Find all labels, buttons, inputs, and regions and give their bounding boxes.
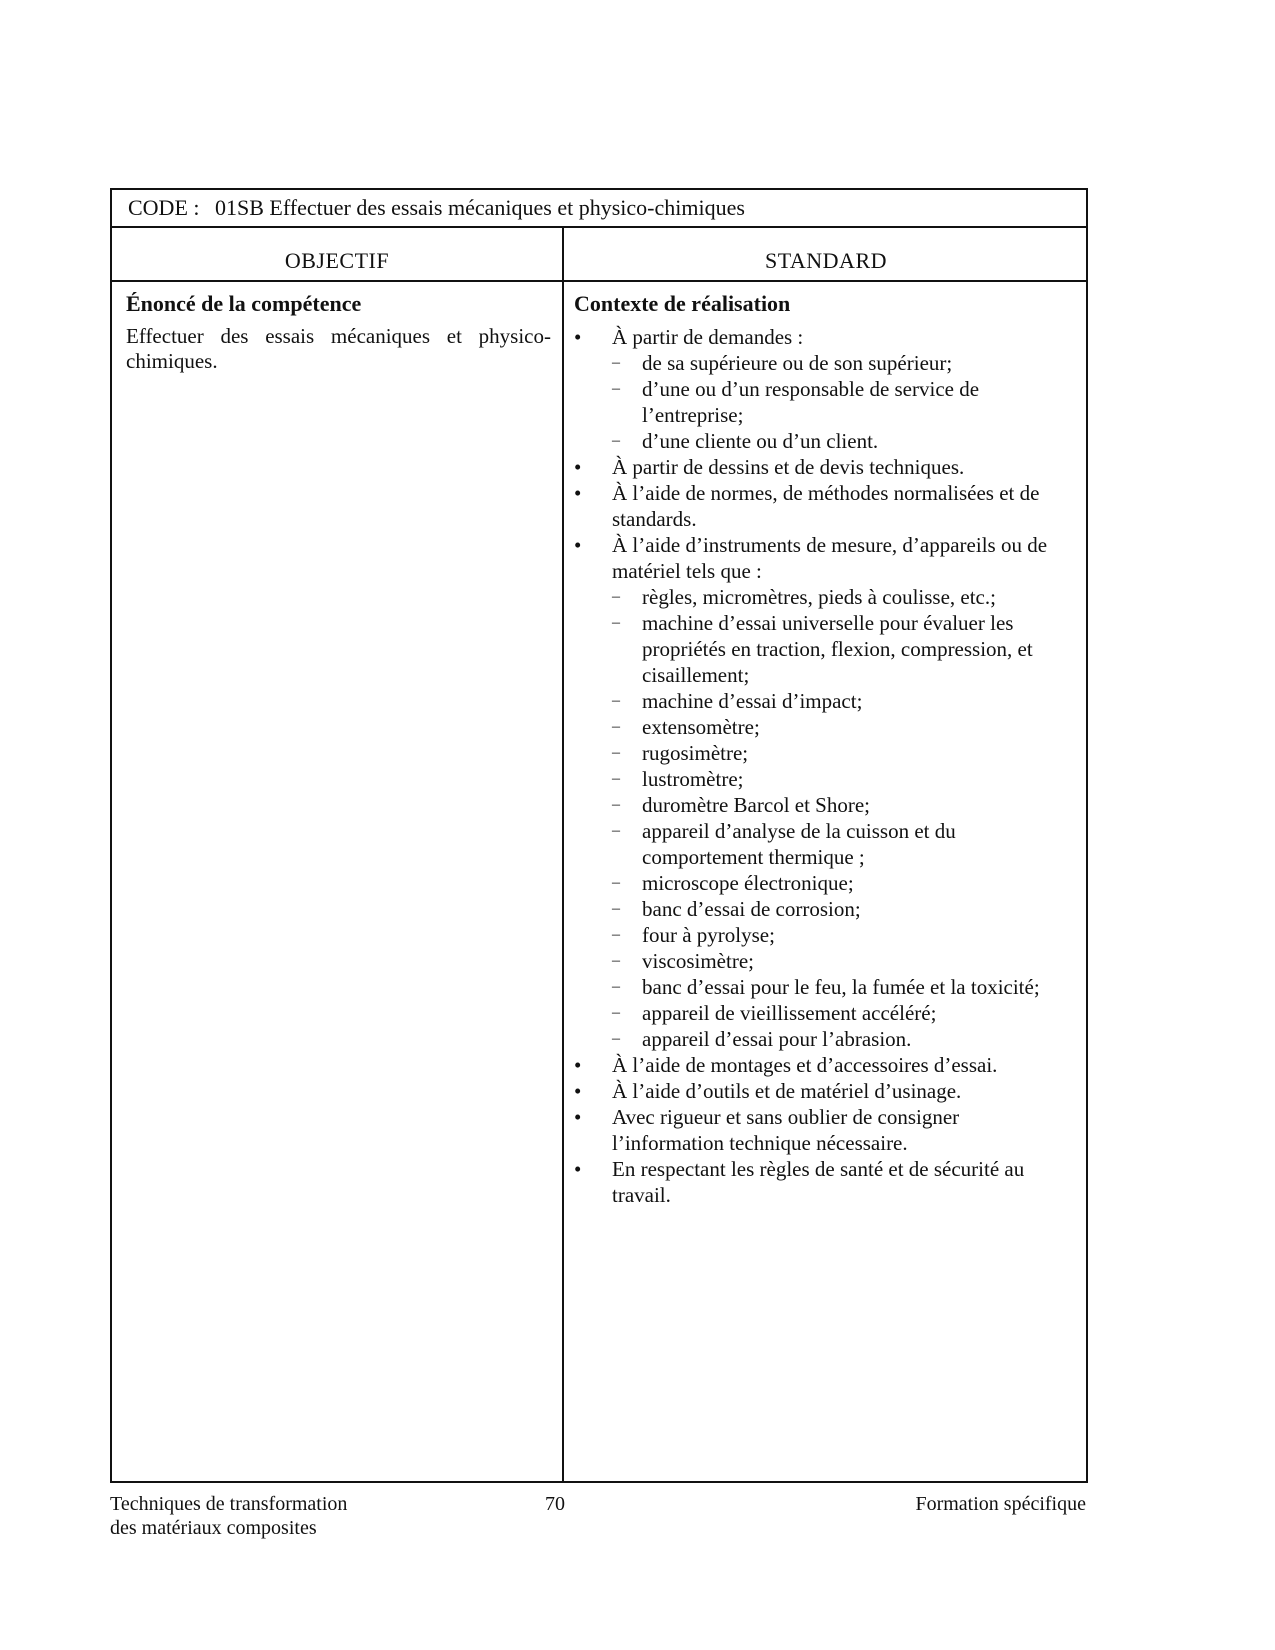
footer-program-line2: des matériaux composites (110, 1517, 317, 1539)
column-header-row (112, 228, 1086, 282)
dash-icon: – (612, 952, 620, 969)
context-subitem-text: appareil d’analyse de la cuisson et du comportement thermique ; (642, 819, 956, 869)
competence-title: Énoncé de la compétence (126, 291, 362, 316)
dash-icon: – (612, 874, 620, 891)
code-title: 01SB Effectuer des essais mécaniques et physico-chimiques (215, 195, 745, 220)
context-subitem (612, 896, 1074, 922)
dash-icon: – (612, 1030, 620, 1047)
context-item-text: Avec rigueur et sans oublier de consigner l’information technique nécessaire. (612, 1105, 960, 1155)
context-subitem (612, 922, 1074, 948)
bullet-icon: • (574, 455, 582, 479)
dash-icon: – (612, 380, 620, 397)
footer-section: Formation spécifique (915, 1493, 1086, 1515)
context-sublist (612, 584, 1074, 1052)
context-subitem (612, 1026, 1074, 1052)
context-item-text: À l’aide de normes, de méthodes normalisées et de standards. (612, 481, 1040, 531)
code-row (112, 190, 1086, 228)
context-subitem (612, 766, 1074, 792)
dash-icon: – (612, 822, 620, 839)
footer-program (110, 1492, 347, 1540)
dash-icon: – (612, 900, 620, 917)
standard-header: STANDARD (764, 248, 888, 273)
objectif-cell (126, 290, 551, 374)
context-subitem-text: machine d’essai universelle pour évaluer les propriétés en traction, flexion, compression, et cisaillement; (642, 611, 1033, 687)
context-subitem (612, 974, 1074, 1000)
footer-program-line1: Techniques de transformation (110, 1493, 348, 1515)
bullet-icon: • (574, 1105, 582, 1129)
context-subitem-text: viscosimètre; (642, 949, 754, 973)
dash-icon: – (612, 432, 620, 449)
bullet-icon: • (574, 1157, 582, 1181)
context-subitem (612, 792, 1074, 818)
context-subitem-text: appareil de vieillissement accéléré; (642, 1001, 937, 1025)
context-item (574, 1052, 1074, 1078)
context-item-text: À l’aide de montages et d’accessoires d’essai. (612, 1053, 998, 1077)
context-subitem (612, 428, 1074, 454)
context-subitem-text: four à pyrolyse; (642, 923, 775, 947)
bullet-icon: • (574, 481, 582, 505)
context-item-text: À l’aide d’instruments de mesure, d’appareils ou de matériel tels que : (612, 533, 1048, 583)
dash-icon: – (612, 614, 620, 631)
objectif-header: OBJECTIF (284, 248, 390, 273)
context-item (574, 1156, 1074, 1208)
context-item (574, 454, 1074, 480)
dash-icon: – (612, 926, 620, 943)
context-subitem (612, 350, 1074, 376)
context-subitem-text: banc d’essai pour le feu, la fumée et la toxicité; (642, 975, 1040, 999)
context-item-text: En respectant les règles de santé et de sécurité au travail. (612, 1157, 1025, 1207)
competency-table (110, 188, 1088, 1483)
dash-icon: – (612, 588, 620, 605)
context-item (574, 532, 1074, 1052)
bullet-icon: • (574, 533, 582, 557)
context-subitem-text: lustromètre; (642, 767, 744, 791)
context-subitem-text: appareil d’essai pour l’abrasion. (642, 1027, 912, 1051)
context-subitem-text: d’une ou d’un responsable de service de l’entreprise; (642, 377, 980, 427)
context-subitem (612, 1000, 1074, 1026)
context-item-text: À l’aide d’outils et de matériel d’usinage. (612, 1079, 962, 1103)
context-subitem-text: d’une cliente ou d’un client. (642, 429, 879, 453)
dash-icon: – (612, 796, 620, 813)
bullet-icon: • (574, 1053, 582, 1077)
context-subitem (612, 948, 1074, 974)
context-subitem (612, 688, 1074, 714)
dash-icon: – (612, 692, 620, 709)
context-item (574, 480, 1074, 532)
context-sublist (612, 350, 1074, 454)
bullet-icon: • (574, 325, 582, 349)
dash-icon: – (612, 1004, 620, 1021)
context-subitem (612, 584, 1074, 610)
bullet-icon: • (574, 1079, 582, 1103)
context-list (574, 324, 1074, 1208)
code-label: CODE : (128, 195, 200, 220)
context-subitem (612, 870, 1074, 896)
context-subitem (612, 818, 1074, 870)
context-subitem-text: duromètre Barcol et Shore; (642, 793, 871, 817)
context-subitem (612, 610, 1074, 688)
dash-icon: – (612, 354, 620, 371)
competence-statement: Effectuer des essais mécaniques et physico-chimiques. (126, 324, 551, 373)
context-subitem-text: de sa supérieure ou de son supérieur; (642, 351, 953, 375)
dash-icon: – (612, 978, 620, 995)
dash-icon: – (612, 744, 620, 761)
context-subitem-text: règles, micromètres, pieds à coulisse, etc.; (642, 585, 996, 609)
context-subitem-text: extensomètre; (642, 715, 760, 739)
context-subitem (612, 376, 1074, 428)
context-item (574, 1104, 1074, 1156)
dash-icon: – (612, 770, 620, 787)
context-subitem (612, 740, 1074, 766)
dash-icon: – (612, 718, 620, 735)
context-item-text: À partir de dessins et de devis techniques. (612, 455, 965, 479)
column-divider (562, 228, 564, 1483)
context-item (574, 324, 1074, 454)
context-item (574, 1078, 1074, 1104)
context-title: Contexte de réalisation (574, 291, 791, 316)
context-subitem-text: rugosimètre; (642, 741, 749, 765)
page-number: 70 (545, 1493, 565, 1515)
standard-cell (574, 290, 1074, 1208)
context-item-text: À partir de demandes : (612, 325, 804, 349)
context-subitem-text: banc d’essai de corrosion; (642, 897, 861, 921)
context-subitem-text: microscope électronique; (642, 871, 854, 895)
context-subitem (612, 714, 1074, 740)
context-subitem-text: machine d’essai d’impact; (642, 689, 863, 713)
